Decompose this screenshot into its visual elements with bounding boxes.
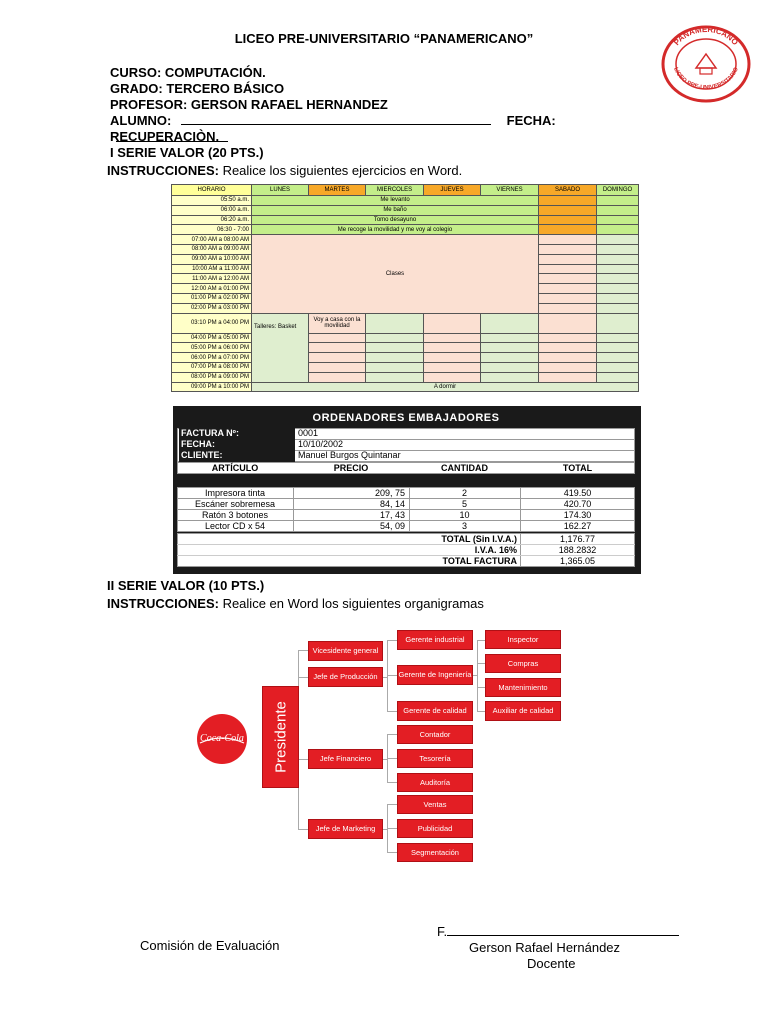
instr-label: INSTRUCCIONES: (107, 163, 219, 178)
total-label: I.V.A. 16% (474, 545, 517, 555)
hora-cell: 01:00 PM a 02:00 PM (172, 293, 252, 303)
col-viernes: VIERNES (481, 185, 539, 196)
item-precio: 209, 75 (374, 488, 405, 498)
col-lunes: LUNES (252, 185, 309, 196)
cliente-value: Manuel Burgos Quintanar (298, 450, 401, 460)
school-title: LICEO PRE-UNIVERSITARIO “PANAMERICANO” (234, 31, 534, 46)
hora-cell: 07:00 PM a 08:00 PM (172, 362, 252, 372)
activity-cell: Me baño (252, 205, 539, 215)
grado-line: GRADO: TERCERO BÁSICO (110, 81, 285, 96)
org-node: Mantenimiento (485, 678, 561, 697)
item-total: 419.50 (563, 488, 592, 498)
org-node: Compras (485, 654, 561, 673)
org-node: Inspector (485, 630, 561, 649)
schedule-row (172, 196, 639, 206)
serie1-title: I SERIE VALOR (20 PTS.) (110, 145, 264, 160)
org-node: Auxiliar de calidad (485, 701, 561, 721)
total-value: 188.2832 (558, 545, 597, 555)
col-domingo: DOMINGO (597, 185, 639, 196)
org-node: Gerente industrial (397, 630, 473, 650)
factura-label: FACTURA Nº: (181, 428, 239, 438)
item-cantidad: 2 (461, 488, 467, 498)
hora-cell: 03:10 PM a 04:00 PM (172, 313, 252, 333)
col-articulo: ARTÍCULO (211, 463, 259, 473)
hora-cell: 06:00 a.m. (172, 205, 252, 215)
col-jueves: JUEVES (424, 185, 481, 196)
total-value: 1,176.77 (559, 534, 596, 544)
docente-name: Gerson Rafael Hernández (469, 940, 621, 955)
col-miercoles: MIERCOLES (366, 185, 424, 196)
activity-cell: Tomo desayuno (252, 215, 539, 225)
brand-text: Coca-Cola (200, 733, 244, 744)
item-precio: 84, 14 (379, 499, 405, 509)
serie2-instructions (107, 595, 484, 612)
hora-cell: 04:00 PM a 05:00 PM (172, 333, 252, 343)
org-node: Vicesidente general (308, 641, 383, 661)
col-precio: PRECIO (333, 463, 369, 473)
item-cantidad: 10 (459, 510, 470, 520)
schedule-row (172, 225, 639, 235)
hora-cell: 05:00 PM a 06:00 PM (172, 343, 252, 353)
col-martes: MARTES (309, 185, 366, 196)
org-node: Publicidad (397, 819, 473, 838)
firma-line (437, 924, 679, 939)
fecha-inv-label: FECHA: (181, 439, 215, 449)
serie2-title: II SERIE VALOR (10 PTS.) (107, 578, 265, 593)
item-articulo: Impresora tinta (204, 488, 266, 498)
item-total: 174.30 (563, 510, 592, 520)
hora-cell: 07:00 AM a 08:00 AM (172, 235, 252, 245)
item-precio: 54, 09 (379, 521, 405, 531)
alumno-blank[interactable] (181, 113, 491, 125)
comision-label: Comisión de Evaluación (140, 938, 280, 953)
col-cantidad: CANTIDAD (441, 463, 488, 473)
item-cantidad: 3 (461, 521, 467, 531)
instr-label: INSTRUCCIONES: (107, 596, 219, 611)
schedule-row (172, 205, 639, 215)
voy-casa-cell: Voy a casa con la movilidad (309, 313, 366, 333)
talleres-cell: Talleres: Basket (252, 313, 309, 382)
hora-cell: 12:00 AM a 01:00 PM (172, 284, 252, 294)
fecha-value: 10/10/2002 (298, 439, 344, 449)
svg-text:LICEO PRE-UNIVERSITARIO: LICEO PRE-UNIVERSITARIO (672, 66, 740, 92)
firma-blank[interactable] (447, 924, 679, 936)
col-total: TOTAL (562, 463, 593, 473)
col-sabado: SABADO (539, 185, 597, 196)
item-articulo: Lector CD x 54 (204, 521, 266, 531)
item-precio: 17, 43 (379, 510, 405, 520)
hora-cell: 02:00 PM a 03:00 PM (172, 303, 252, 313)
total-label: TOTAL FACTURA (442, 556, 517, 566)
org-node: Tesorería (397, 749, 473, 768)
org-node: Segmentación (397, 843, 473, 862)
item-articulo: Escáner sobremesa (194, 499, 276, 509)
fecha-label: FECHA: (506, 113, 556, 128)
coca-cola-logo (196, 713, 248, 765)
schedule-header-row (172, 185, 639, 196)
svg-text:PANAMERICANO: PANAMERICANO (672, 24, 740, 48)
cliente-label: CLIENTE: (181, 450, 223, 460)
hora-cell: 09:00 AM a 10:00 AM (172, 254, 252, 264)
profesor-line: PROFESOR: GERSON RAFAEL HERNANDEZ (110, 97, 388, 112)
org-node: Gerente de calidad (397, 701, 473, 721)
clases-block: Clases (252, 235, 539, 313)
dormir-cell: A dormir (252, 382, 639, 392)
curso-line: CURSO: COMPUTACIÓN. (110, 65, 266, 80)
col-horario: HORARIO (172, 185, 252, 196)
total-value: 1,365.05 (559, 556, 596, 566)
firma-prefix: F. (437, 924, 448, 939)
hora-cell: 10:00 AM a 11:00 AM (172, 264, 252, 274)
hora-cell: 09:00 PM a 10:00 PM (172, 382, 252, 392)
president-box (262, 686, 299, 788)
org-node: Contador (397, 725, 473, 744)
schedule-row (172, 215, 639, 225)
item-total: 420.70 (563, 499, 592, 509)
total-label: TOTAL (Sin I.V.A.) (441, 534, 517, 544)
recuperacion-line: RECUPERACIÒN. (110, 129, 220, 144)
hora-cell: 08:00 AM a 09:00 AM (172, 244, 252, 254)
schedule-table (171, 184, 639, 392)
invoice-title: ORDENADORES EMBAJADORES (312, 412, 500, 424)
serie1-instructions (107, 162, 462, 179)
hora-cell: 11:00 AM a 12:00 AM (172, 274, 252, 284)
item-total: 162.27 (563, 521, 592, 531)
alumno-label: ALUMNO: (110, 113, 172, 128)
org-node: Ventas (397, 795, 473, 814)
org-node: Gerente de Ingeniería (397, 665, 473, 685)
hora-cell: 06:20 a.m. (172, 215, 252, 225)
hora-cell: 06:30 - 7:00 (172, 225, 252, 235)
docente-role: Docente (527, 956, 576, 971)
instr-text: Realice los siguientes ejercicios en Word. (218, 163, 463, 178)
item-articulo: Ratón 3 botones (201, 510, 269, 520)
activity-cell: Me recoge la movilidad y me voy al colegio (252, 225, 539, 235)
item-cantidad: 5 (461, 499, 467, 509)
hora-cell: 06:00 PM a 07:00 PM (172, 353, 252, 363)
president-label: Presidente (272, 701, 289, 773)
org-node: Jefe Financiero (308, 749, 383, 769)
instr-text: Realice en Word los siguientes organigramas (218, 596, 484, 611)
org-node: Jefe de Marketing (308, 819, 383, 839)
school-seal-logo (660, 24, 752, 104)
activity-cell: Me levanto (252, 196, 539, 206)
org-node: Auditoría (397, 773, 473, 792)
hora-cell: 08:00 PM a 09:00 PM (172, 372, 252, 382)
org-node: Jefe de Producción (308, 667, 383, 687)
factura-value: 0001 (298, 428, 319, 438)
hora-cell: 05:50 a.m. (172, 196, 252, 206)
